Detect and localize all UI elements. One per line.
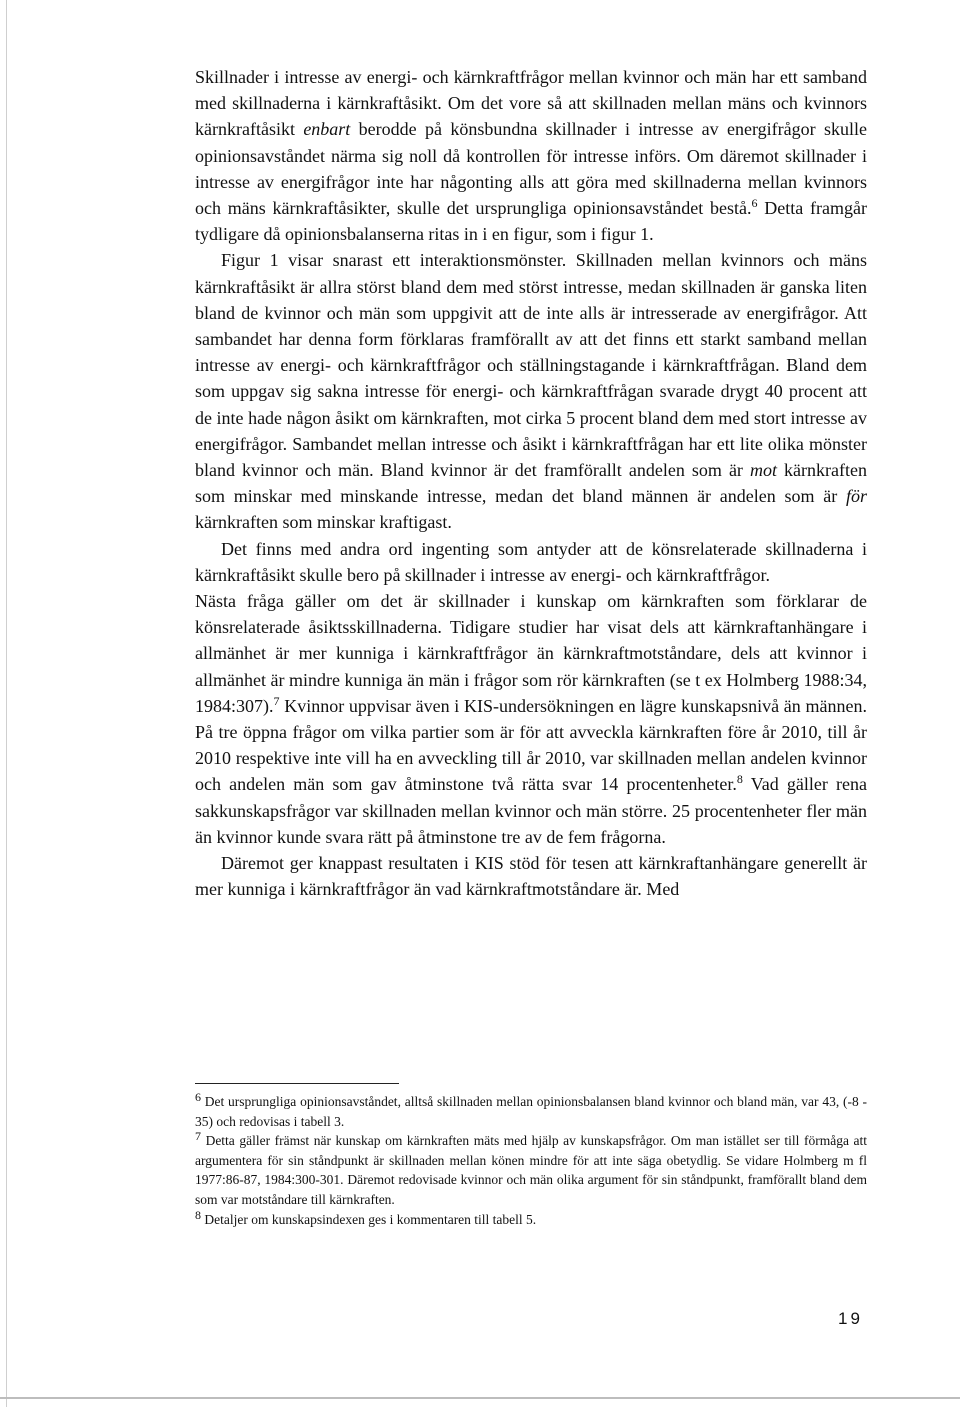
footnote-item (195, 1131, 867, 1209)
body-paragraph (195, 588, 867, 850)
body-paragraph (195, 64, 867, 247)
footnote-text: Detta gäller främst när kunskap om kärnkraften mäts med hjälp av kunskapsfrågor. Om man istället ser till förmåga att argumentera för sin ståndpunkt är skillnaden mellan könen mindre för att inte säga obetydlig. Se vidare Holmberg m fl 1977:86-87, 1984:300-301. Däremot redovisade kvinnor och män olika argument för sin ståndpunkt, framförallt bland dem som var motståndare till kärnkraften. (195, 1133, 867, 1207)
footnote-reference: 6 (751, 196, 758, 211)
footnote-separator (195, 1083, 399, 1084)
paragraph-text: Detta framgår tydligare då opinionsbalanserna ritas in i en figur, som i figur 1. (195, 198, 867, 245)
paragraph-text: kärnkraften som minskar med minskande intresse, medan det bland männen är andelen som är (195, 460, 867, 507)
footnotes (195, 1092, 867, 1229)
scan-bottom-edge (0, 1397, 960, 1399)
body-paragraph (195, 850, 867, 902)
paragraph-text: Nästa fråga gäller om det är skillnader i kunskap om kärnkraften som förklarar de könsrelaterade åsiktsskillnaderna. Tidigare studier har visat dels att kärnkraftanhängare i allmänhet är mer kunniga i kärnkraftfrågor än kärnkraftmotståndare, dels att kvinnor i allmänhet är mindre kunniga än män i frågor som rör kärnkraften (se t ex Holmberg 1988:34, 1984:307). (195, 591, 867, 716)
footnote-number: 7 (195, 1129, 201, 1144)
paragraph-text: Vad gäller rena sakkunskapsfrågor var skillnaden mellan kvinnor och män större. 25 procentenheter fler män än kvinnor kunde svara rätt på åtminstone tre av de fem frågorna. (195, 774, 867, 847)
footnote-text: Detaljer om kunskapsindexen ges i kommentaren till tabell 5. (201, 1211, 537, 1227)
body-text (195, 64, 867, 903)
footnote-item (195, 1207, 867, 1230)
footnote-number: 8 (195, 1207, 201, 1222)
emphasis-text: mot (749, 460, 777, 481)
body-paragraph (195, 247, 867, 535)
body-paragraph (195, 536, 867, 588)
page-number: 19 (838, 1309, 863, 1328)
emphasis-text: enbart (303, 119, 351, 140)
emphasis-text: för (845, 486, 867, 507)
paragraph-text: Det finns med andra ord ingenting som antyder att de könsrelaterade skillnaderna i kärnkraftåsikt skulle bero på skillnader i intresse av energi- och kärnkraftfrågor. (195, 538, 867, 585)
paragraph-text: berodde på könsbundna skillnader i intresse av energifrågor skulle opinionsavståndet närma sig noll då kontrollen för intresse införs. Om däremot skillnader i intresse av energifrågor inte har någonting alls att göra med skillnaderna mellan kvinnors och mäns kärnkraftåsikter, skulle det ursprungliga opinionsavståndet bestå. (195, 119, 867, 219)
paragraph-text: Kvinnor uppvisar även i KIS-undersökningen en lägre kunskapsnivå än männen. På tre öppna frågor om vilka partier som är för att avveckla kärnkraften före år 2010, till år 2010 respektive inte vill ha en avveckling till år 2010, var skillnaden mellan andelen kvinnor och andelen män som gav åtminstone två rätta svar 14 procentenheter. (195, 695, 867, 795)
paragraph-text: kärnkraften som minskar kraftigast. (195, 512, 452, 533)
paragraph-text: Däremot ger knappast resultaten i KIS stöd för tesen att kärnkraftanhängare generellt är mer kunniga i kärnkraftfrågor än vad kärnkraftmotståndare är. Med (195, 853, 867, 900)
footnote-text: Det ursprungliga opinionsavståndet, alltså skillnaden mellan opinionsbalansen bland kvinnor och bland män, var 43, (-8 - 35) och redovisas i tabell 3. (195, 1094, 867, 1129)
paragraph-text: Skillnader i intresse av energi- och kärnkraftfrågor mellan kvinnor och män har ett samband med skillnaderna i kärnkraftåsikt. Om det vore så att skillnaden mellan mäns och kvinnors kärnkraftåsikt (195, 67, 867, 140)
footnote-item (195, 1092, 867, 1131)
footnote-reference: 7 (273, 693, 280, 708)
footnote-number: 6 (195, 1090, 201, 1104)
scan-edge-line (6, 0, 7, 1407)
footnote-reference: 8 (736, 772, 743, 787)
paragraph-text: Figur 1 visar snarast ett interaktionsmönster. Skillnaden mellan kvinnors och mäns kärnkraftåsikt är allra störst bland dem med störst intresse, medan skillnaden är ganska liten bland de kvinnor och män som uppgivit att de inte alls är intresserade av energifrågor. Att sambandet har denna form förklaras framförallt av att det finns ett starkt samband mellan intresse av energi- och kärnkraftfrågor och ställningstagande i kärnkraftfrågan. Bland dem som uppgav sig sakna intresse för energi- och kärnkraftfrågan svarade drygt 40 procent att de inte hade någon åsikt om kärnkraften, mot cirka 5 procent bland dem med stort intresse av energifrågor. Sambandet mellan intresse och åsikt i kärnkraftfrågan har ett lite olika mönster bland kvinnor och män. Bland kvinnor är det framförallt andelen som är (195, 250, 867, 481)
